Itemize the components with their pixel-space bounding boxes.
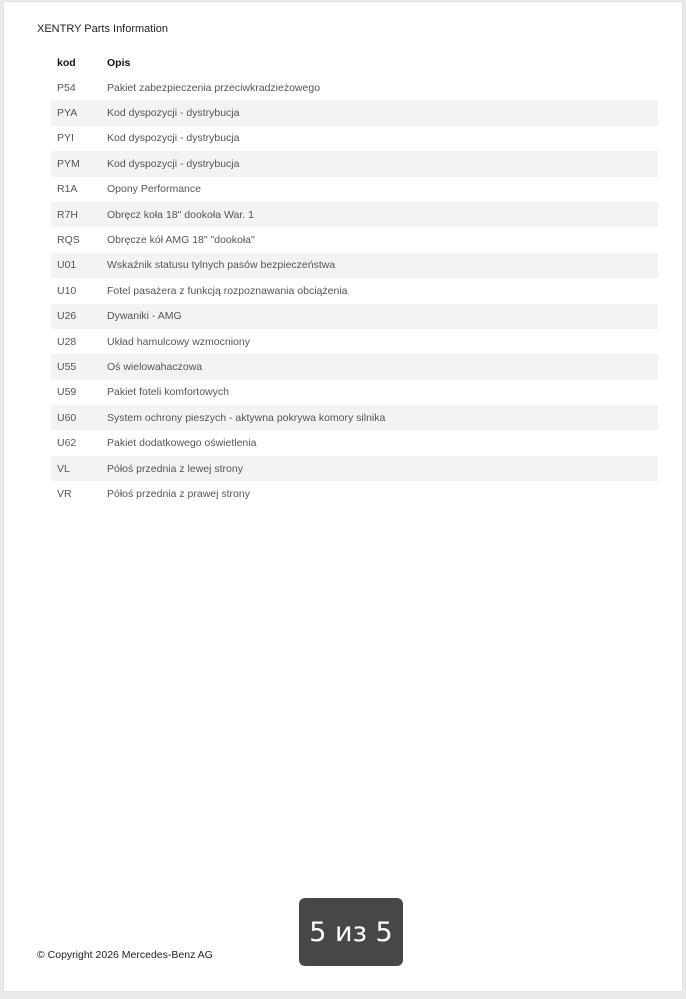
table-row bbox=[51, 278, 658, 303]
option-description: Pakiet zabezpieczenia przeciwkradzieżowego bbox=[107, 81, 321, 94]
table-row bbox=[51, 151, 658, 176]
table-header-row bbox=[51, 50, 658, 75]
table-row bbox=[51, 75, 658, 100]
option-description: Pakiet dodatkowego oświetlenia bbox=[107, 437, 257, 450]
option-code: U26 bbox=[51, 304, 101, 329]
copyright-notice: © Copyright 2026 Mercedes-Benz AG bbox=[37, 949, 213, 961]
option-code: U59 bbox=[57, 386, 77, 399]
option-description: Wskaźnik statusu tylnych pasów bezpieczeństwa bbox=[101, 253, 658, 278]
option-description: Kod dyspozycji - dystrybucja bbox=[107, 132, 240, 145]
option-code: U01 bbox=[51, 253, 101, 278]
table-row bbox=[51, 481, 658, 506]
option-description: Dywaniki - AMG bbox=[101, 304, 658, 329]
table-row bbox=[51, 304, 658, 329]
option-description: Fotel pasażera z funkcją rozpoznawania obciążenia bbox=[107, 284, 348, 297]
option-code: PYI bbox=[57, 132, 74, 145]
option-code: U62 bbox=[57, 437, 77, 450]
table-body bbox=[51, 75, 658, 507]
option-code: VR bbox=[57, 487, 72, 500]
table-row bbox=[51, 380, 658, 405]
option-code: R7H bbox=[51, 202, 101, 227]
table-row bbox=[51, 329, 658, 354]
option-code: U55 bbox=[51, 354, 101, 379]
option-description: Obręcze kół AMG 18" "dookoła" bbox=[107, 234, 255, 247]
option-code: U60 bbox=[51, 405, 101, 430]
option-code: RQS bbox=[57, 234, 80, 247]
option-codes-table bbox=[51, 50, 658, 507]
table-row bbox=[51, 177, 658, 202]
option-description: System ochrony pieszych - aktywna pokrywa komory silnika bbox=[101, 405, 658, 430]
page-indicator: 5 из 5 bbox=[299, 898, 403, 966]
document-title: XENTRY Parts Information bbox=[37, 23, 169, 35]
table-row bbox=[51, 202, 658, 227]
table-row bbox=[51, 126, 658, 151]
table-row bbox=[51, 227, 658, 252]
option-description: Obręcz koła 18" dookoła War. 1 bbox=[101, 202, 658, 227]
column-header-description: Opis bbox=[107, 56, 131, 69]
option-code: U10 bbox=[57, 284, 77, 297]
option-description: Kod dyspozycji - dystrybucja bbox=[101, 151, 658, 176]
table-row bbox=[51, 354, 658, 379]
table-row bbox=[51, 430, 658, 455]
column-header-code: kod bbox=[57, 56, 76, 69]
option-description: Półoś przednia z lewej strony bbox=[101, 456, 658, 481]
option-description: Oś wielowahaczowa bbox=[101, 354, 658, 379]
option-code: VL bbox=[51, 456, 101, 481]
document-page bbox=[4, 2, 682, 991]
table-row bbox=[51, 100, 658, 125]
option-description: Układ hamulcowy wzmocniony bbox=[107, 335, 250, 348]
table-row bbox=[51, 253, 658, 278]
table-row bbox=[51, 405, 658, 430]
option-code: P54 bbox=[57, 81, 76, 94]
option-description: Pakiet foteli komfortowych bbox=[107, 386, 229, 399]
table-row bbox=[51, 456, 658, 481]
option-code: R1A bbox=[57, 183, 78, 196]
option-description: Kod dyspozycji - dystrybucja bbox=[101, 100, 658, 125]
option-code: PYM bbox=[51, 151, 101, 176]
option-code: U28 bbox=[57, 335, 77, 348]
option-description: Opony Performance bbox=[107, 183, 201, 196]
option-code: PYA bbox=[51, 100, 101, 125]
option-description: Półoś przednia z prawej strony bbox=[107, 487, 250, 500]
